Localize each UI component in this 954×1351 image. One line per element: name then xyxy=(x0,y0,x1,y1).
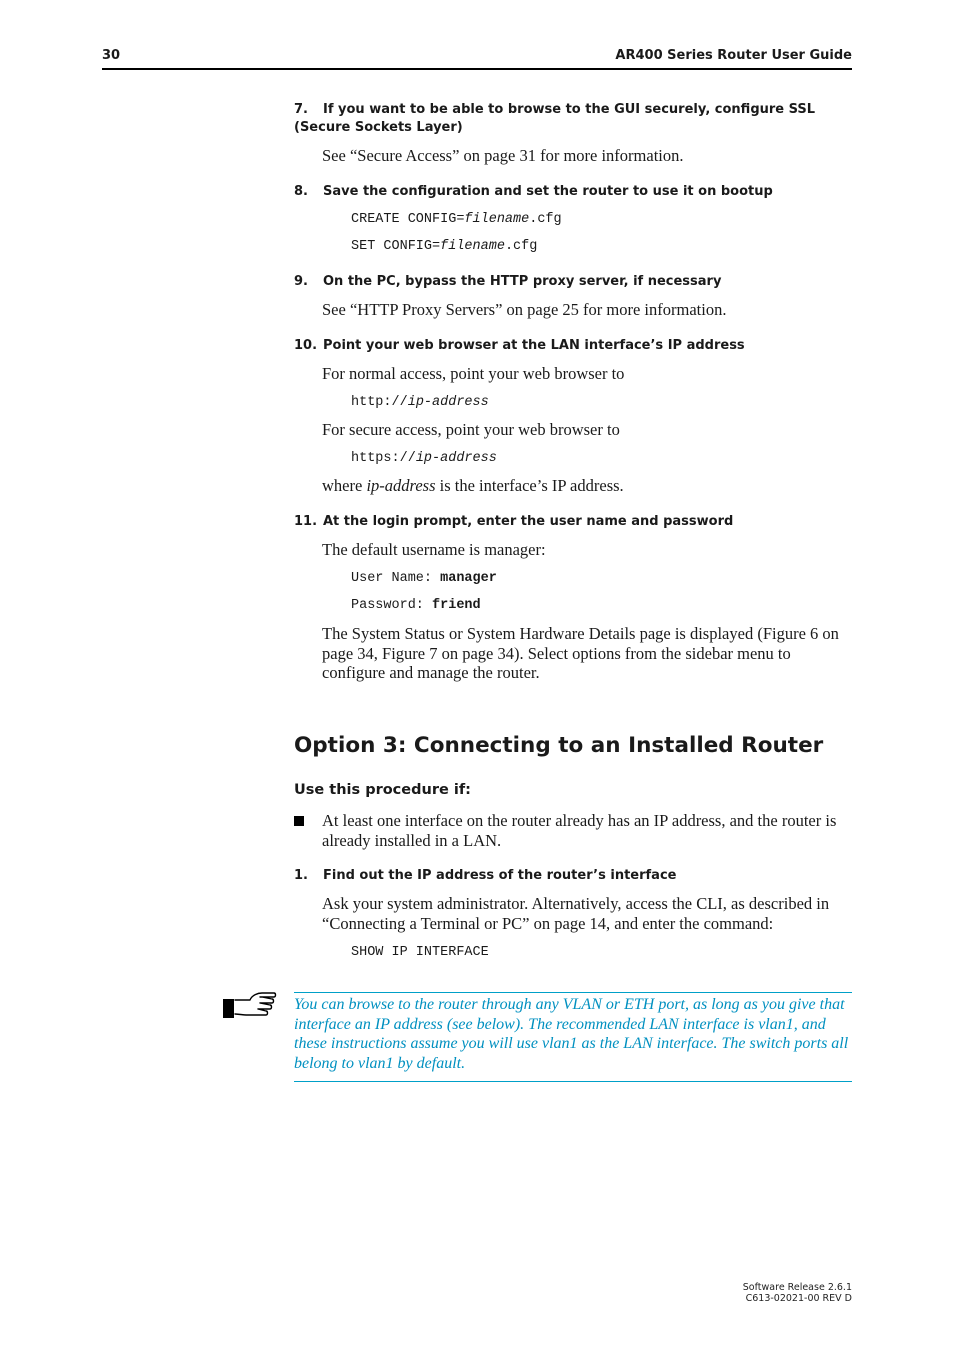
note-top-rule xyxy=(294,992,852,993)
where-text: where ip-address is the interface’s IP address. xyxy=(322,476,624,495)
system-status-text: The System Status or System Hardware Details page is displayed (Figure 6 on page 34, Figure 7 on page 34). Select options from the sidebar menu to configure and manage the router. xyxy=(322,624,839,682)
secure-access-text: For secure access, point your web browser to xyxy=(322,420,620,439)
footer-doc-number: C613-02021-00 REV D xyxy=(745,1293,852,1304)
bullet-square-icon xyxy=(294,816,304,826)
footer xyxy=(743,1282,852,1304)
note-bottom-rule xyxy=(294,1081,852,1082)
code-set-config: SET CONFIG=filename.cfg xyxy=(351,239,538,254)
use-procedure-heading: Use this procedure if: xyxy=(294,782,471,798)
step-7-heading: 7. If you want to be able to browse to the GUI securely, configure SSL (Secure Sockets Layer) xyxy=(294,102,816,135)
page-header xyxy=(102,48,852,70)
code-create-config: CREATE CONFIG=filename.cfg xyxy=(351,212,562,227)
pointing-hand-icon xyxy=(222,990,278,1020)
normal-access-text: For normal access, point your web browser to xyxy=(322,364,625,383)
bullet-text: At least one interface on the router already has an IP address, and the router is already installed in a LAN. xyxy=(322,811,837,850)
page-number: 30 xyxy=(102,48,121,63)
header-title: AR400 Series Router User Guide xyxy=(615,48,852,63)
code-user-name: User Name: manager xyxy=(351,571,497,586)
footer-release: Software Release 2.6.1 xyxy=(742,1282,852,1293)
step-1-heading: 1. Find out the IP address of the router’s interface xyxy=(294,868,677,883)
code-https-address: https://ip-address xyxy=(351,451,497,466)
step-7-body: See “Secure Access” on page 31 for more information. xyxy=(322,146,684,165)
note-text: You can browse to the router through any VLAN or ETH port, as long as you give that interface an IP address (see below). The recommended LAN interface is vlan1, and these instructions assume you will use vlan1 as the LAN interface. The switch ports all belong to vlan1 by default. xyxy=(294,996,849,1072)
step-11-heading: 11. At the login prompt, enter the user name and password xyxy=(294,514,734,529)
default-username-text: The default username is manager: xyxy=(322,540,546,559)
step-9-heading: 9. On the PC, bypass the HTTP proxy server, if necessary xyxy=(294,274,722,289)
section-title: Option 3: Connecting to an Installed Router xyxy=(294,733,824,758)
code-http-address: http://ip-address xyxy=(351,395,489,410)
step-10-heading: 10. Point your web browser at the LAN interface’s IP address xyxy=(294,338,745,353)
step-9-body: See “HTTP Proxy Servers” on page 25 for more information. xyxy=(322,300,727,319)
step-8-heading: 8. Save the configuration and set the router to use it on bootup xyxy=(294,184,773,199)
code-password: Password: friend xyxy=(351,598,481,613)
step-1-body: Ask your system administrator. Alternatively, access the CLI, as described in “Connecting a Terminal or PC” on page 14, and enter the command: xyxy=(322,894,830,933)
code-show-ip-interface: SHOW IP INTERFACE xyxy=(351,945,489,960)
